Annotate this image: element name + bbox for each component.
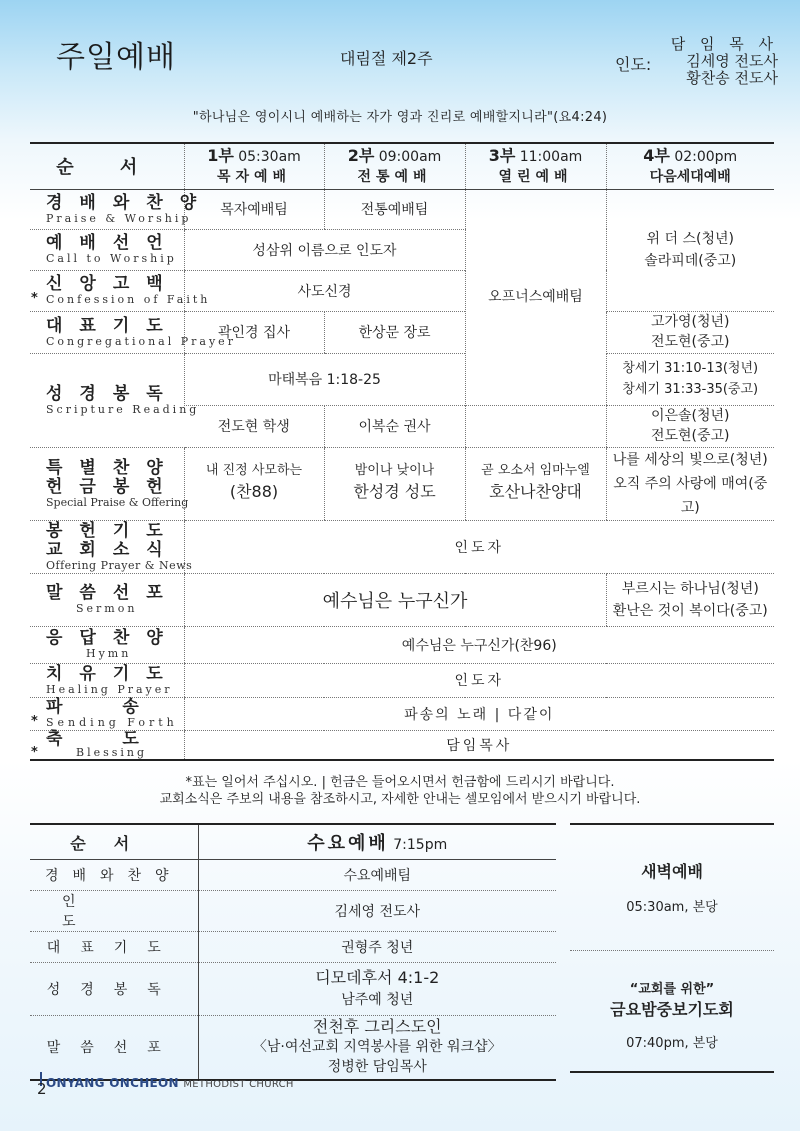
cell: 한상문 장로 (324, 311, 465, 353)
row-special (30, 447, 774, 520)
cell: 곽인경 집사 (184, 311, 324, 353)
order-header: 순 서 (30, 143, 184, 189)
cell: 나를 세상의 빛으로(청년) 오직 주의 사랑에 매여(중고) (606, 447, 774, 520)
cell: 이복순 권사 (324, 405, 465, 447)
cell: 내 진정 사모하는 (찬88) (184, 447, 324, 520)
row-label: * 신앙고백 Confession of Faith (30, 270, 184, 311)
row-sermon (30, 573, 774, 626)
dawn-time: 05:30am, 본당 (626, 900, 718, 915)
wed-row-label: 대표기도 (30, 932, 198, 963)
row-label: 응답찬양 Hymn (30, 626, 184, 663)
dawn-title: 새벽예배 (641, 862, 703, 881)
wed-row (30, 1016, 556, 1080)
church-logo-text: ONYANG ONCHEON METHODIST CHURCH (46, 1076, 294, 1090)
cell: 부르시는 하나님(청년) 환난은 것이 복이다(중고) (606, 573, 774, 626)
wed-row-value: 수요예배팀 (198, 860, 556, 891)
note-2: 교회소식은 주보의 내용을 참조하시고, 자세한 안내는 셀모임에서 받으시기 바랍니다. (159, 792, 641, 807)
service-4-header: 4부 02:00pm 다음세대예배 (606, 143, 774, 189)
stand-marker: * (31, 290, 38, 306)
cell: 밤이나 낮이나 한성경 성도 (324, 447, 465, 520)
cell: 파송의 노래 | 다같이 (184, 697, 774, 730)
row-offering (30, 520, 774, 573)
service-3-team: 오프너스예배팀 (465, 189, 606, 405)
row-label: 치유기도 Healing Prayer (30, 663, 184, 697)
cell: 사도신경 (184, 270, 465, 311)
row-blessing (30, 730, 774, 760)
row-label: * 파송 Sending Forth (31, 697, 199, 729)
service-3-header: 3부 11:00am 열린예배 (465, 143, 606, 189)
row-praise (30, 189, 774, 229)
leader-1: 담 임 목 사 (670, 35, 778, 53)
wed-row-label: 경배와찬양 (30, 860, 198, 891)
row-label: 대표기도 Congregational Prayer (30, 311, 184, 353)
cell: 창세기 31:10-13(청년) 창세기 31:33-35(중고) (606, 353, 774, 405)
wed-row-value: 권형주 청년 (198, 932, 556, 963)
wed-row (30, 891, 556, 932)
page-number: 2 (37, 1080, 47, 1098)
wed-row-label: 성경봉독 (30, 963, 198, 1016)
row-sending (30, 697, 774, 730)
liturgical-season: 대림절 제2주 (340, 49, 433, 68)
friday-time: 07:40pm, 본당 (626, 1036, 718, 1051)
cell: 성삼위 이름으로 인도자 (184, 229, 465, 270)
note-1: *표는 일어서 주십시오. | 헌금은 들어오시면서 헌금함에 드리시기 바랍니다. (185, 775, 615, 790)
wed-row (30, 932, 556, 963)
row-label: 봉헌기도 교회소식 Offering Prayer & News (30, 520, 184, 573)
notes (0, 774, 800, 808)
leader-list (668, 36, 778, 87)
friday-quote: “교회를 위한” (629, 982, 715, 997)
wed-row-value: 전천후 그리스도인 〈남·여선교회 지역봉사를 위한 워크샵〉 정병한 담임목사 (198, 1016, 556, 1080)
leader-label: 인도: (615, 55, 652, 74)
friday-prayer-box (570, 950, 774, 1073)
cell-empty (465, 405, 606, 447)
friday-title: 금요밤중보기도회 (610, 1000, 734, 1019)
cell: 예수님은 누구신가(찬96) (184, 626, 774, 663)
cell: 고가영(청년) 전도현(중고) (606, 311, 774, 353)
row-label: 성경봉독 Scripture Reading (30, 353, 184, 447)
row-label: 경배와찬양 Praise & Worship (30, 189, 184, 229)
cell: 전도현 학생 (184, 405, 324, 447)
wed-row-label: 인도 (30, 891, 198, 932)
row-prayer (30, 311, 774, 353)
service-4-team: 위 더 스(청년) 솔라피데(중고) (606, 189, 774, 311)
row-label: 말씀선포 Sermon (30, 573, 184, 626)
cell: 목자예배팀 (184, 189, 324, 229)
row-hymn (30, 626, 774, 663)
cell: 마태복음 1:18-25 (184, 353, 465, 405)
cell: 예수님은 누구신가 (184, 573, 606, 626)
row-scripture (30, 353, 774, 405)
page-title: 주일예배 (56, 40, 176, 75)
dawn-service-box (570, 823, 774, 951)
wed-service-header: 수요예배 7:15pm (198, 824, 556, 860)
wed-row-value: 김세영 전도사 (198, 891, 556, 932)
row-label: 예배선언 Call to Worship (30, 229, 184, 270)
cell: 전통예배팀 (324, 189, 465, 229)
cell: 곧 오소서 임마누엘 호산나찬양대 (465, 447, 606, 520)
sunday-worship-table (30, 142, 774, 761)
leader-2: 김세영 전도사 (686, 52, 778, 70)
leader-3: 황찬송 전도사 (686, 69, 778, 87)
cell: 인도자 (184, 520, 774, 573)
service-1-header: 1부 05:30am 목자예배 (184, 143, 324, 189)
cell: 담임목사 (184, 730, 774, 760)
wed-row-value: 디모데후서 4:1-2 남주예 청년 (198, 963, 556, 1016)
wed-order-header: 순서 (30, 824, 198, 860)
wednesday-worship-table (30, 823, 556, 1081)
row-label: 특별찬양 헌금봉헌 Special Praise & Offering (30, 447, 184, 520)
row-label: * 축도 Blessing (31, 728, 199, 760)
row-healing (30, 663, 774, 697)
cell: 인도자 (184, 663, 774, 697)
wed-row (30, 963, 556, 1016)
cell: 이은솔(청년) 전도현(중고) (606, 405, 774, 447)
stand-marker: * (31, 744, 38, 760)
wed-row (30, 860, 556, 891)
scripture-verse: "하나님은 영이시니 예배하는 자가 영과 진리로 예배할지니라"(요4:24) (192, 110, 608, 125)
wed-row-label: 말씀선포 (30, 1016, 198, 1080)
stand-marker: * (31, 713, 38, 729)
service-2-header: 2부 09:00am 전통예배 (324, 143, 465, 189)
